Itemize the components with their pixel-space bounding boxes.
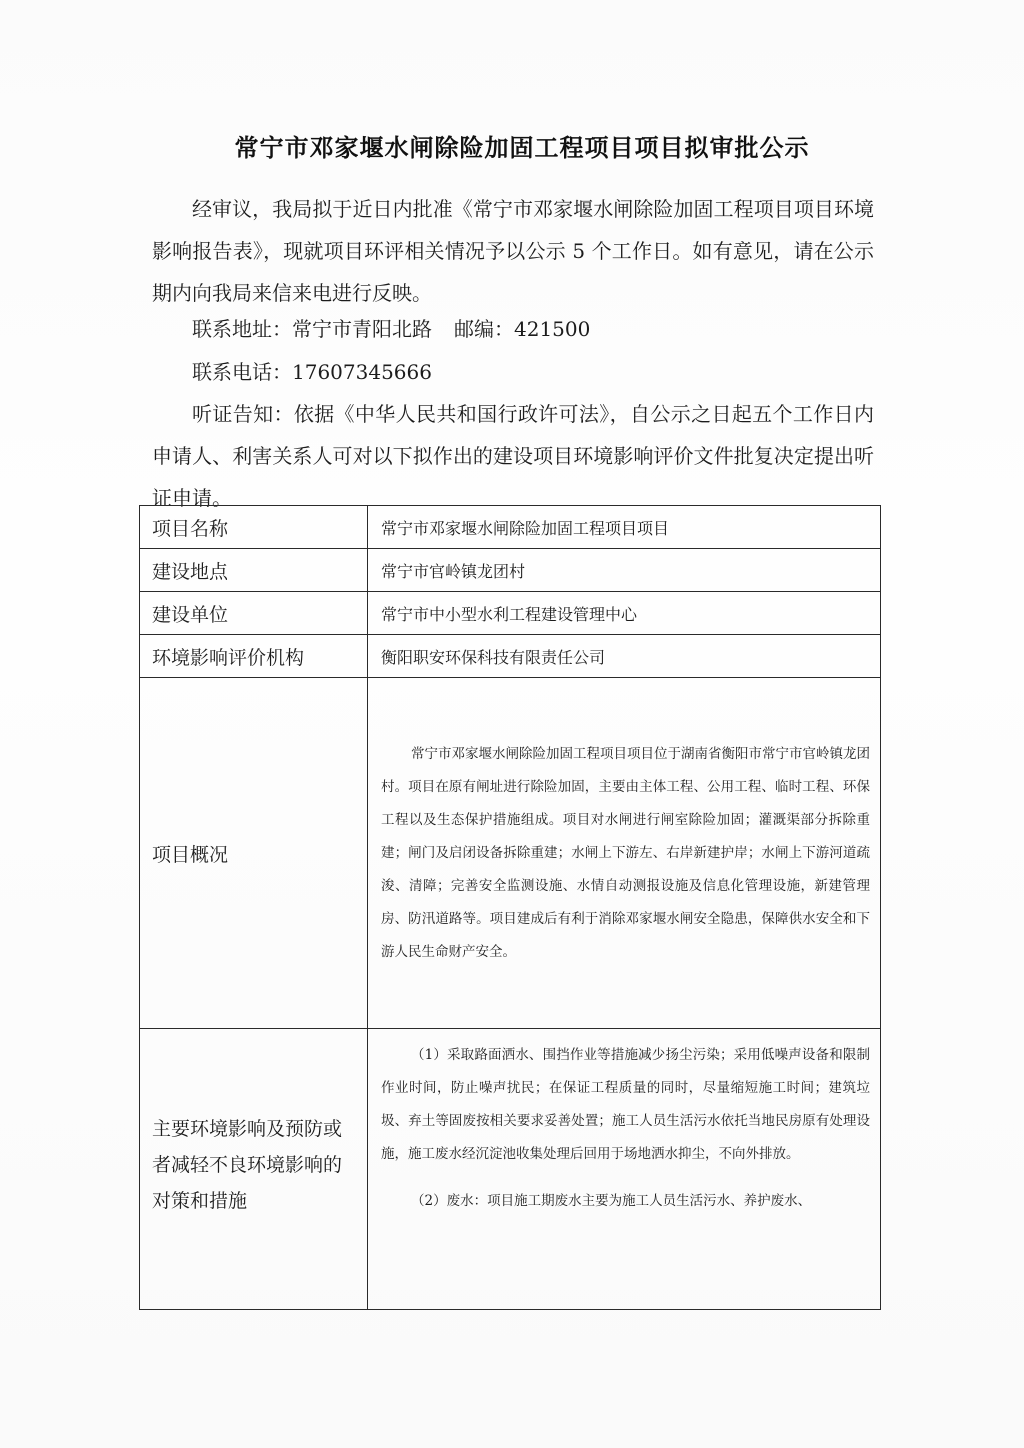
document-title: 常宁市邓家堰水闸除险加固工程项目项目拟审批公示 [234,134,810,162]
row-label-overview: 项目概况 [140,678,368,1029]
measures-text-1: （1）采取路面洒水、围挡作业等措施减少扬尘污染；采用低噪声设备和限制作业时间，防止噪声扰民；在保证工程质量的同时，尽量缩短施工时间；建筑垃圾、弃土等固废按相关要求妥善处置；施工人员生活污水依托当地民房原有处理设施，施工废水经沉淀池收集处理后回用于场地洒水抑尘，不向外排放。 [381,1047,870,1162]
table-row [140,506,881,549]
address-value: 常宁市青阳北路 [292,317,432,341]
project-info-table [139,505,881,1310]
hearing-paragraph: 听证告知：依据《中华人民共和国行政许可法》，自公示之日起五个工作日内申请人、利害关系人可对以下拟作出的建设项目环境影响评价文件批复决定提出听证申请。 [152,402,874,510]
row-label-eia-agency: 环境影响评价机构 [140,635,368,678]
intro-paragraph: 经审议，我局拟于近日内批准《常宁市邓家堰水闸除险加固工程项目项目环境影响报告表》，现就项目环评相关情况予以公示 5 个工作日。如有意见，请在公示期内向我局来信来电进行反映。 [152,197,874,305]
address-line [152,308,590,350]
postcode-label: 邮编： [454,317,514,341]
row-label-measures: 主要环境影响及预防或者减轻不良环境影响的对策和措施 [152,1118,343,1212]
table-row [140,678,881,1029]
table-row [140,592,881,635]
row-value-location: 常宁市官岭镇龙团村 [368,549,881,592]
row-value-eia-agency: 衡阳职安环保科技有限责任公司 [368,635,881,678]
table-row [140,549,881,592]
row-value-measures-cell [368,1029,881,1310]
row-value-overview-cell [368,678,881,1029]
row-value-builder: 常宁市中小型水利工程建设管理中心 [368,592,881,635]
row-value-project-name: 常宁市邓家堰水闸除险加固工程项目项目 [368,506,881,549]
row-label-location: 建设地点 [140,549,368,592]
table-row [140,1029,881,1310]
row-label-project-name: 项目名称 [140,506,368,549]
address-label: 联系地址： [192,317,292,341]
phone-label: 联系电话： [192,360,292,384]
row-label-measures-cell [140,1029,368,1310]
phone-value: 17607345666 [292,360,432,384]
postcode-value: 421500 [514,317,591,341]
row-label-builder: 建设单位 [140,592,368,635]
measures-text-2: （2）废水：项目施工期废水主要为施工人员生活污水、养护废水、 [411,1193,812,1209]
overview-text: 常宁市邓家堰水闸除险加固工程项目项目位于湖南省衡阳市常宁市官岭镇龙团村。项目在原有闸址进行除险加固，主要由主体工程、公用工程、临时工程、环保工程以及生态保护措施组成。项目对水闸进行闸室除险加固；灌溉渠部分拆除重建；闸门及启闭设备拆除重建；水闸上下游左、右岸新建护岸；水闸上下游河道疏浚、清障；完善安全监测设施、水情自动测报设施及信息化管理设施，新建管理房、防汛道路等。项目建成后有利于消除邓家堰水闸安全隐患，保障供水安全和下游人民生命财产安全。 [381,745,870,960]
phone-line [152,351,432,393]
table-row [140,635,881,678]
